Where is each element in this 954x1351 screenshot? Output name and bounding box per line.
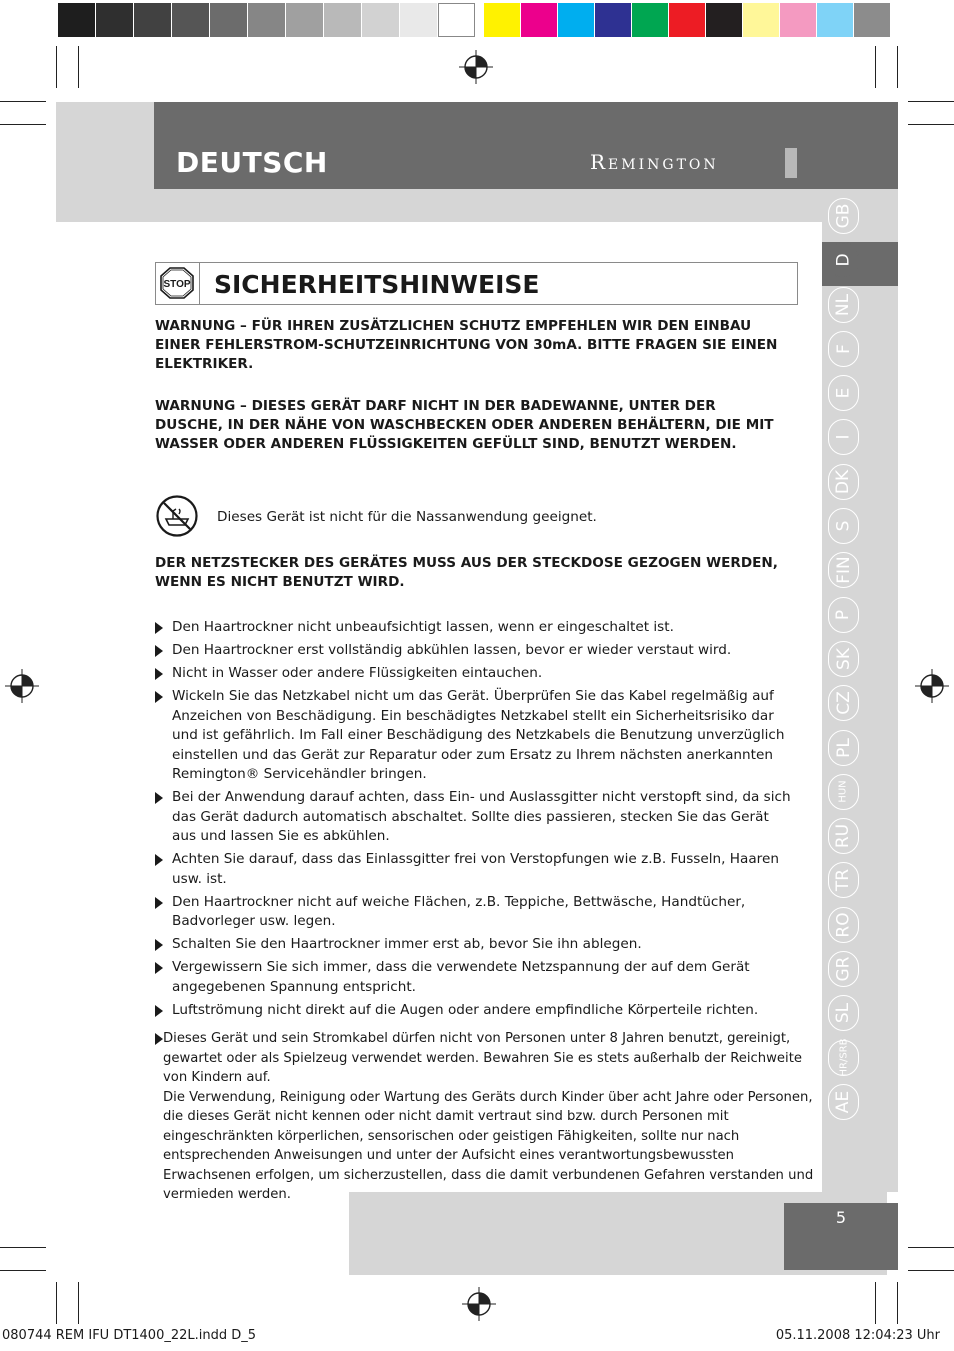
language-tab-label: RO [833,912,854,938]
language-tab-label: FIN [833,556,854,585]
color-swatch [558,3,594,37]
language-tab-label: D [833,253,854,267]
language-tab-label: S [833,520,854,532]
registration-mark-icon [5,669,39,703]
grey-swatch [438,3,475,37]
language-tab-label: SL [833,1003,854,1024]
color-swatch [854,3,890,37]
brand-accent-block [785,148,797,178]
crop-mark [908,101,954,102]
bullet-triangle-icon [155,668,163,680]
language-tab-hr-srb[interactable] [828,1040,859,1076]
print-slug-timestamp: 05.11.2008 12:04:23 Uhr [775,1328,940,1343]
crop-mark [0,101,46,102]
language-tab-pl[interactable] [828,730,859,766]
safety-bullet-item [155,618,795,638]
grey-swatch [96,3,133,37]
language-tab-ru[interactable] [828,818,859,854]
language-tab-tr[interactable] [828,862,859,898]
color-swatch [669,3,705,37]
language-tab-e[interactable] [828,375,859,411]
safety-bullet-text: Wickeln Sie das Netzkabel nicht um das Gerät. Überprüfen Sie das Kabel regelmäßig auf Anzeichen von Beschädigung. Ein beschädigtes Netzkabel stellt ein Sicherheitsrisiko dar und ist gefährlich. Im Fall einer Beschädigung des Netzkabels die Benutzung unverzüglich einstellen und das Gerät zur Reparatur oder zum Ersatz zu Ihrem nächsten anerkannten Remington® Servicehändler bringen. [172,688,785,782]
safety-bullet-text: Bei der Anwendung darauf achten, dass Ein- und Auslassgitter nicht verstopft sind, da sich das Gerät dadurch automatisch abschaltet. Sollte dies passieren, stecken Sie das Gerät aus und lassen Sie es abkühlen. [172,789,791,844]
language-tab-label: GB [833,203,854,229]
language-tab-sl[interactable] [828,995,859,1031]
safety-bullet-item [155,788,795,847]
children-safety-paragraph-2: Die Verwendung, Reinigung oder Wartung des Geräts durch Kinder über acht Jahre oder Personen, die dieses Gerät nicht kennen oder nicht damit vertraut sind bzw. durch Personen mit eingeschränkten körperlichen, sensorischen oder geistigen Fähigkeiten, sollte nur nach entsprechenden Anweisungen und unter der Aufsicht eines verantwortungsbewussten Erwachsenen erfolgen, um sicherzustellen, dass die damit verbundenen Gefahren verstanden und vermieden werden. [163,1089,814,1202]
language-tab-fin[interactable] [828,552,859,588]
safety-bullet-item [155,935,795,955]
safety-bullet-item [155,893,795,932]
language-tab-gr[interactable] [828,951,859,987]
safety-bullet-text: Den Haartrockner erst vollständig abkühlen lassen, bevor er wieder verstaut wird. [172,642,732,658]
language-tab-label: F [833,344,854,354]
language-tab-label: RU [833,824,854,849]
registration-mark-icon [459,50,493,84]
bullet-triangle-icon [155,645,163,657]
grey-swatch [324,3,361,37]
language-tab-label: GR [833,956,854,982]
language-tab-label: NL [833,293,854,316]
crop-mark [0,1247,46,1248]
language-tab-label: DK [833,469,854,494]
grey-swatch [58,3,95,37]
crop-mark [908,124,954,125]
crop-mark [0,1270,46,1271]
safety-bullet-item [155,641,795,661]
safety-bullet-text: Nicht in Wasser oder andere Flüssigkeiten eintauchen. [172,665,543,681]
safety-bullet-item [155,850,795,889]
language-tab-label: CZ [833,691,854,716]
grey-swatch [248,3,285,37]
warning-bathtub: WARNUNG – DIESES GERÄT DARF NICHT IN DER BADEWANNE, UNTER DER DUSCHE, IN DER NÄHE VON WASCHBECKEN ODER ANDEREN BEHÄLTERN, DIE MIT WASSER ODER ANDEREN FLÜSSIGKEITEN GEFÜLLT SIND, BENUTZT WERDEN. [155,398,774,452]
stop-sign-icon [155,262,199,304]
safety-bullet-item [155,664,795,684]
language-tab-i[interactable] [828,419,859,455]
crop-mark [78,46,79,88]
no-bathtub-icon [155,494,199,538]
color-swatch [706,3,742,37]
language-tab-s[interactable] [828,508,859,544]
bullet-triangle-icon [155,897,163,909]
language-tab-label: I [833,434,854,440]
safety-bullet-item [155,958,795,997]
no-water-text: Dieses Gerät ist nicht für die Nassanwendung geeignet. [217,509,597,525]
safety-bullet-text: Schalten Sie den Haartrockner immer erst ab, bevor Sie ihn ablegen. [172,936,642,952]
warning-rcd: WARNUNG – FÜR IHREN ZUSÄTZLICHEN SCHUTZ EMPFEHLEN WIR DEN EINBAU EINER FEHLERSTROM-SCHUTZEINRICHTUNG VON 30mA. BITTE FRAGEN SIE EINEN ELEKTRIKER. [155,318,778,372]
bullet-triangle-icon [155,962,163,974]
crop-mark [0,124,46,125]
bullet-triangle-icon [155,691,163,703]
language-tab-hun[interactable] [828,774,859,810]
grey-swatch [210,3,247,37]
bullet-triangle-icon [155,1005,163,1017]
bullet-triangle-icon [155,854,163,866]
bullet-triangle-icon [155,1033,163,1045]
language-tab-label: AE [833,1090,854,1114]
language-tab-label: HUN [837,780,849,804]
language-tab-label: P [833,609,854,620]
color-swatch [817,3,853,37]
print-slug-filename: 080744 REM IFU DT1400_22L.indd D_5 [2,1328,257,1343]
language-tab-ae[interactable] [828,1084,859,1120]
crop-mark [908,1270,954,1271]
children-safety-bullet [155,1029,819,1205]
stop-sign-label: STOP [163,279,191,290]
language-tab-sk[interactable] [828,641,859,677]
language-tab-f[interactable] [828,331,859,367]
crop-mark [875,1282,876,1324]
safety-bullet-text: Den Haartrockner nicht unbeaufsichtigt lassen, wenn er eingeschaltet ist. [172,619,674,635]
safety-bullet-item [155,687,795,785]
color-swatch [780,3,816,37]
language-tab-label: PL [833,737,854,758]
section-title: SICHERHEITSHINWEISE [214,270,540,299]
language-tab-ro[interactable] [828,907,859,943]
language-tab-list [828,198,864,1128]
crop-mark [56,46,57,88]
crop-mark [56,1282,57,1324]
language-tab-cz[interactable] [828,685,859,721]
language-tab-label: E [833,387,854,399]
bullet-triangle-icon [155,622,163,634]
color-swatch [484,3,520,37]
children-safety-paragraph-1: Dieses Gerät und sein Stromkabel dürfen nicht von Personen unter 8 Jahren benutzt, gereinigt, gewartet oder als Spielzeug verwendet werden. Bewahren Sie es stets außerhalb der Reichweite von Kindern auf. [163,1031,802,1085]
crop-mark [908,1247,954,1248]
crop-mark [897,1282,898,1324]
language-tab-label: TR [833,869,854,892]
registration-mark-icon [462,1287,496,1321]
language-tab-dk[interactable] [828,464,859,500]
safety-bullet-item [155,1001,795,1021]
language-tab-label: SK [833,647,854,670]
color-swatch [632,3,668,37]
color-swatch [743,3,779,37]
grey-swatch [172,3,209,37]
language-tab-p[interactable] [828,597,859,633]
bullet-triangle-icon [155,939,163,951]
crop-mark [78,1282,79,1324]
grey-swatch [362,3,399,37]
stop-icon-cell [155,262,200,305]
language-tab-label: HR/SRB [838,1038,849,1077]
crop-mark [875,46,876,88]
safety-bullet-text: Luftströmung nicht direkt auf die Augen oder andere empfindliche Körperteile richten. [172,1001,759,1018]
safety-bullet-list [155,618,795,1024]
language-tab-gb[interactable] [828,198,859,234]
page-number: 5 [835,1208,847,1227]
brand-logo: Remington [590,150,719,174]
grey-swatch [134,3,171,37]
color-swatch [595,3,631,37]
grey-swatch [286,3,323,37]
crop-mark [897,46,898,88]
language-tab-nl[interactable] [828,287,859,323]
bullet-triangle-icon [155,792,163,804]
safety-bullet-text: Vergewissern Sie sich immer, dass die verwendete Netzspannung der auf dem Gerät angegebenen Spannung entspricht. [172,959,750,995]
grey-swatch-strip [58,3,476,37]
language-tab-d[interactable] [828,242,859,278]
registration-mark-icon [915,669,949,703]
color-swatch-strip [484,3,891,37]
warning-unplug: DER NETZSTECKER DES GERÄTES MUSS AUS DER STECKDOSE GEZOGEN WERDEN, WENN ES NICHT BENUTZT WIRD. [155,555,778,590]
page-title: DEUTSCH [176,146,328,179]
safety-bullet-text: Den Haartrockner nicht auf weiche Flächen, z.B. Teppiche, Bettwäsche, Handtücher, Badvorleger usw. legen. [172,893,746,929]
color-swatch [521,3,557,37]
grey-swatch [400,3,437,37]
safety-bullet-text: Achten Sie darauf, dass das Einlassgitter frei von Verstopfungen wie z.B. Fusseln, Haaren usw. ist. [172,851,779,887]
